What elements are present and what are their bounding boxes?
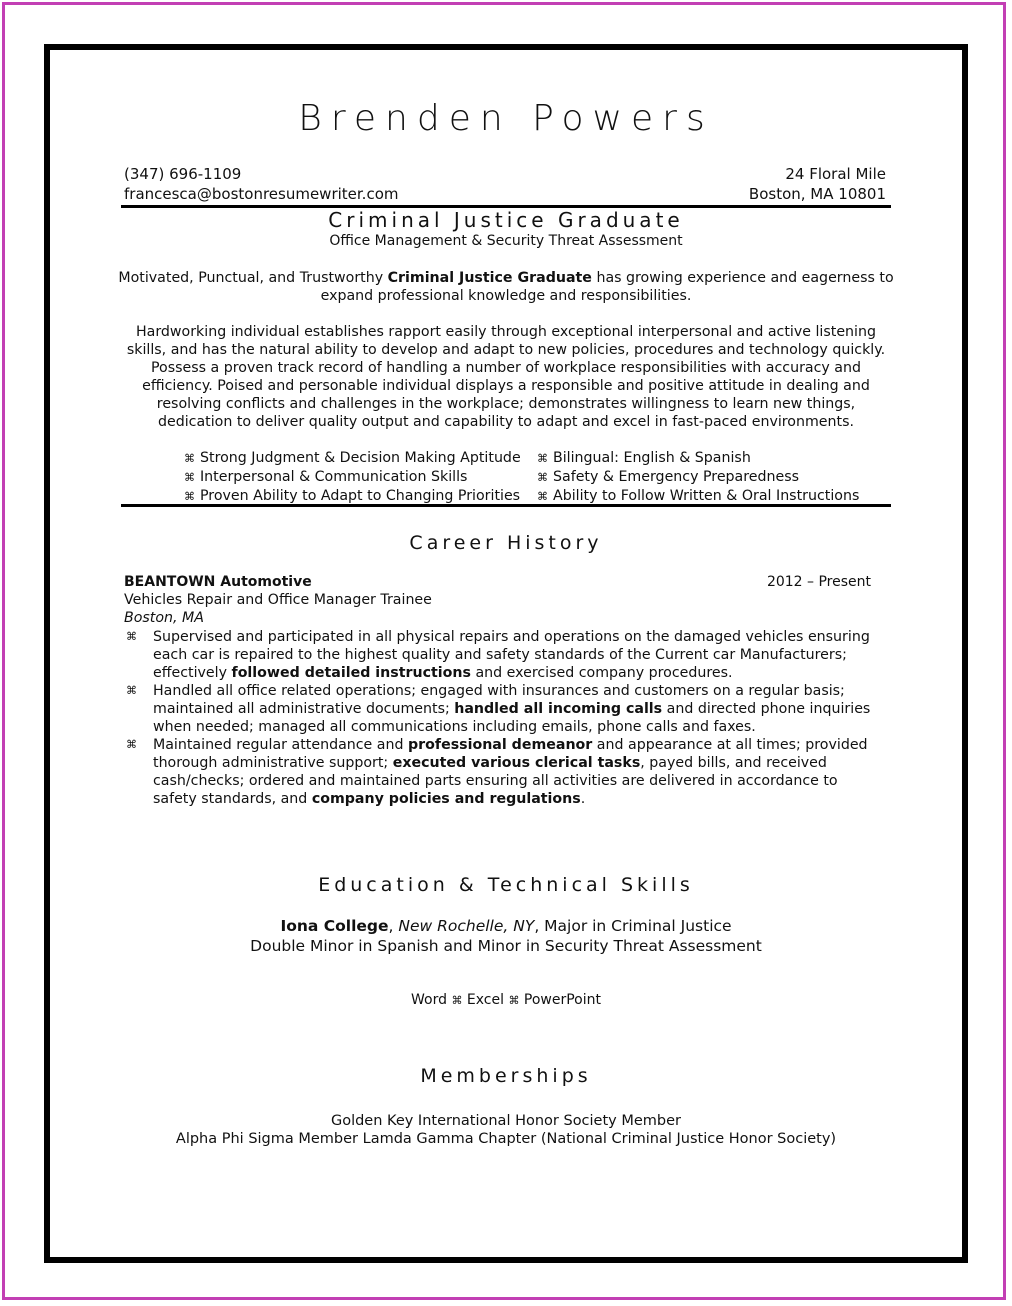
candidate-name: Brenden Powers bbox=[298, 98, 714, 139]
job-bullet: ⌘ Handled all office related operations; engaged with insurances and customers on a regular basis; maintained all administrative documents; handled all incoming calls and directed phone inquiries when needed; managed all communications including emails, phone calls and faxes. bbox=[126, 683, 871, 735]
skill-item: ⌘ Safety & Emergency Preparedness bbox=[537, 469, 800, 485]
tool-item: Excel bbox=[466, 992, 504, 1008]
subheadline: Office Management & Security Threat Assessment bbox=[329, 233, 683, 249]
bullet-icon: ⌘ bbox=[184, 452, 195, 465]
summary-paragraph bbox=[0, 323, 1012, 431]
skill-item: ⌘ Proven Ability to Adapt to Changing Priorities bbox=[184, 488, 521, 504]
education-title: Education & Technical Skills bbox=[318, 874, 694, 896]
bullet-icon: ⌘ bbox=[184, 490, 195, 503]
bullet-icon: ⌘ bbox=[126, 630, 137, 643]
membership-item: Golden Key International Honor Society Member bbox=[330, 1113, 682, 1129]
memberships-title: Memberships bbox=[420, 1065, 592, 1087]
education-line1: Iona College, New Rochelle, NY, Major in Criminal Justice bbox=[280, 917, 732, 935]
email: francesca@bostonresumewriter.com bbox=[124, 185, 399, 203]
summary-divider bbox=[121, 504, 891, 507]
headline: Criminal Justice Graduate bbox=[328, 208, 684, 232]
skills-right bbox=[537, 449, 859, 506]
skills-left bbox=[184, 449, 521, 506]
summary-line: Possess a proven track record of handling a number of workplace responsibilities with accuracy and bbox=[151, 360, 861, 376]
summary-line: dedication to deliver quality output and capability to adapt and excel in fast-paced environments. bbox=[158, 414, 854, 430]
college-name: Iona College bbox=[280, 917, 389, 935]
employer: BEANTOWN Automotive bbox=[124, 574, 312, 590]
bullet-icon: ⌘ bbox=[126, 738, 137, 751]
summary-line: skills, and has the natural ability to develop and adapt to new policies, procedures and technology quickly. bbox=[126, 342, 886, 358]
job-bullet: ⌘ Maintained regular attendance and professional demeanor and appearance at all times; provided thorough administrative support; executed various clerical tasks, payed bills, and received cash/checks; ordered and maintained parts ensuring all activities are delivered in accordance to safety standards, and company policies and regulations. bbox=[126, 737, 868, 807]
major: , Major in Criminal Justice bbox=[534, 917, 732, 935]
bullet-icon: ⌘ bbox=[508, 994, 520, 1007]
intro-text-end: has growing experience and eagerness to bbox=[591, 270, 894, 286]
skill-item: ⌘ Interpersonal & Communication Skills bbox=[184, 469, 468, 485]
skill-item: ⌘ Strong Judgment & Decision Making Aptitude bbox=[184, 450, 521, 466]
summary-line: Hardworking individual establishes rapport easily through exceptional interpersonal and active listening bbox=[135, 324, 876, 340]
bullet-icon: ⌘ bbox=[537, 471, 548, 484]
phone: (347) 696-1109 bbox=[124, 165, 242, 183]
address-line1: 24 Floral Mile bbox=[785, 165, 886, 183]
job-role: Vehicles Repair and Office Manager Trainee bbox=[124, 592, 432, 608]
career-title: Career History bbox=[409, 532, 603, 554]
job-bullet: ⌘ Supervised and participated in all physical repairs and operations on the damaged vehicles ensuring each car is repaired to the highest quality and safety standards of the Current car Manufacturers; effectively followed detailed instructions and exercised company procedures. bbox=[126, 629, 870, 681]
bullet-icon: ⌘ bbox=[537, 452, 548, 465]
skill-item: ⌘ Ability to Follow Written & Oral Instructions bbox=[537, 488, 860, 504]
summary-line: resolving conflicts and challenges in the workplace; demonstrates willingness to learn new things, bbox=[156, 396, 856, 412]
bullet-icon: ⌘ bbox=[184, 471, 195, 484]
intro-text: Motivated, Punctual, and Trustworthy bbox=[118, 270, 388, 286]
bullet-icon: ⌘ bbox=[126, 684, 137, 697]
bullet-icon: ⌘ bbox=[537, 490, 548, 503]
job-location: Boston, MA bbox=[124, 610, 205, 626]
intro-line2: expand professional knowledge and responsibilities. bbox=[320, 288, 692, 304]
tool-item: Word bbox=[411, 992, 447, 1008]
college-location: New Rochelle, NY bbox=[398, 917, 535, 935]
job-bullets bbox=[124, 628, 884, 808]
education-minor: Double Minor in Spanish and Minor in Security Threat Assessment bbox=[250, 937, 762, 955]
address-line2: Boston, MA 10801 bbox=[748, 185, 886, 203]
bullet-icon: ⌘ bbox=[451, 994, 463, 1007]
job-dates: 2012 – Present bbox=[766, 574, 871, 590]
skill-item: ⌘ Bilingual: English & Spanish bbox=[537, 450, 751, 466]
tool-item: PowerPoint bbox=[523, 992, 601, 1008]
intro-line1 bbox=[0, 269, 1012, 287]
tools-list bbox=[0, 992, 1012, 1008]
intro-bold: Criminal Justice Graduate bbox=[387, 270, 592, 286]
summary-line: efficiency. Poised and personable individual displays a responsible and positive attitude in dealing and bbox=[142, 378, 870, 394]
membership-item: Alpha Phi Sigma Member Lamda Gamma Chapter (National Criminal Justice Honor Society) bbox=[175, 1131, 837, 1147]
